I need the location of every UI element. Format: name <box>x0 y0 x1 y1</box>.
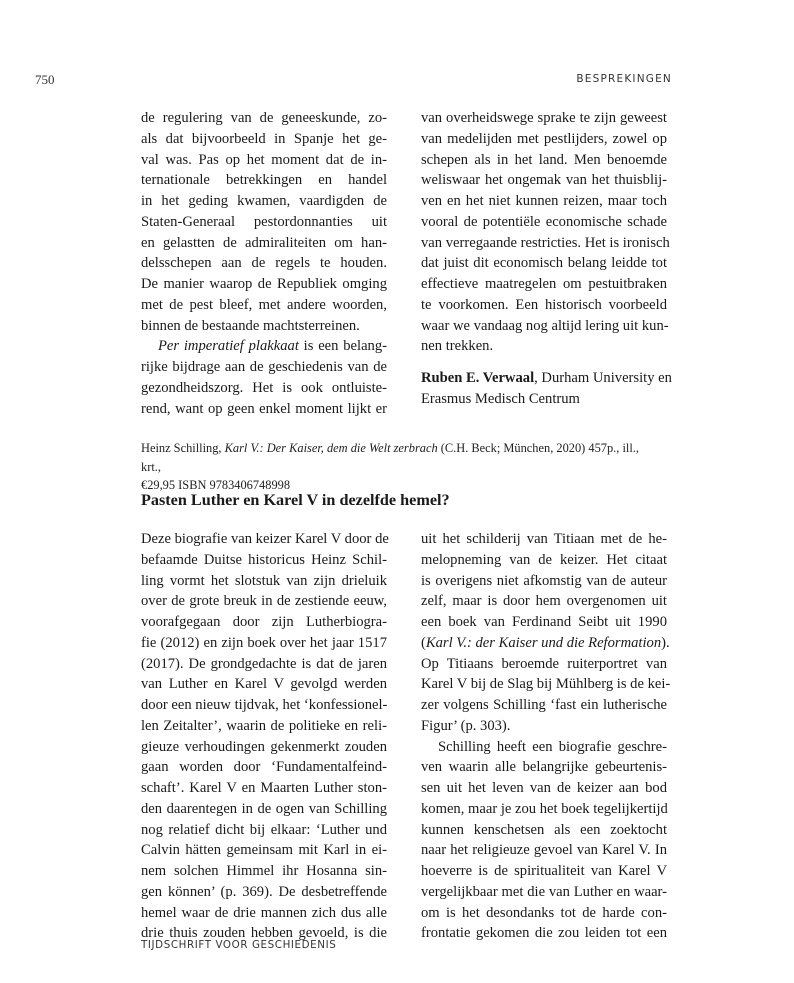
text-line: ling vormt het slotstuk van zijn drieluik <box>141 572 387 589</box>
text-fragment: is een belang- <box>298 338 387 355</box>
text-line: rend, want op geen enkel moment lijkt er <box>141 400 387 417</box>
text-line: uit het schilderij van Titiaan met de he- <box>421 531 667 547</box>
text-line: delsschepen aan de regels te houden. <box>141 255 387 272</box>
previous-review-paragraph-3 <box>421 108 670 357</box>
previous-review-paragraph-2 <box>141 336 387 419</box>
page-number: 750 <box>35 72 55 87</box>
text-line: Karel V bij de Slag bij Mühlberg is de kei- <box>421 676 671 693</box>
previous-review-paragraph-1 <box>141 108 387 336</box>
review-paragraph-2 <box>421 737 667 945</box>
reviewer-affiliation-line-2: Erasmus Medisch Centrum <box>421 390 580 407</box>
review-paragraph-1-continued <box>421 529 671 737</box>
text-line: Deze biografie van keizer Karel V door de <box>141 531 389 547</box>
journal-footer: TIJDSCHRIFT VOOR GESCHIEDENIS <box>141 939 337 951</box>
text-fragment: ). <box>661 634 670 651</box>
text-line: gezondheidszorg. Het is ook ontluiste- <box>141 379 387 396</box>
text-line: van overheidswege sprake te zijn geweest <box>421 110 667 126</box>
text-line: nog relatief dicht bij elkaar: ‘Luther und <box>141 821 387 838</box>
text-line: naar het religieuze gevoel van Karel V. In <box>421 842 667 859</box>
text-line: (2017). De grondgedachte is dat de jaren <box>141 655 387 672</box>
text-line: Staten-Generaal pestordonnanties uit <box>141 213 387 230</box>
top-left-column <box>141 108 387 419</box>
text-line: ven waarin alle belangrijke gebeurtenis- <box>421 759 667 776</box>
review-title: Pasten Luther en Karel V in dezelfde hemel? <box>141 491 450 509</box>
book-author: Heinz Schilling, <box>141 441 225 455</box>
text-line: als dat bijvoorbeeld in Spanje het ge- <box>141 130 387 147</box>
text-line: hoeverre is de spiritualiteit van Karel V <box>421 863 667 879</box>
text-line: nen trekken. <box>421 338 494 355</box>
text-line: met de pest bleef, met andere woorden, <box>141 296 387 313</box>
text-line: van medelijden met pestlijders, zowel op <box>421 130 667 147</box>
text-line: De manier waarop de Republiek omging <box>141 276 387 292</box>
text-line: gen können’ (p. 369). De desbetreffende <box>141 883 387 900</box>
text-line: van verregaande restricties. Het is ironisch <box>421 234 670 251</box>
text-line: schepen als in het land. Men benoemde <box>421 151 667 168</box>
text-line: vergelijkbaar met die van Luther en waar- <box>421 883 667 900</box>
text-line: Figur’ (p. 303). <box>421 717 511 734</box>
text-line: fie (2012) en zijn boek over het jaar 1517 <box>141 634 387 651</box>
text-line: den daarentegen in de ogen van Schilling <box>141 800 387 817</box>
text-line: is overigens niet afkomstig van de auteur <box>421 572 667 589</box>
text-line: val was. Pas op het moment dat de in- <box>141 151 387 168</box>
text-line: len Zeitalter’, waarin de politieke en reli- <box>141 717 387 734</box>
text-line: ternationale betrekkingen en handel <box>141 172 387 189</box>
text-line <box>141 336 387 357</box>
reviewer-name: Ruben E. Verwaal <box>421 370 535 386</box>
text-line: befaamde Duitse historicus Heinz Schil- <box>141 551 387 568</box>
book-details: (C.H. Beck; München, 2020) 457p., ill., krt., <box>141 441 639 474</box>
review-right-column <box>421 529 671 944</box>
text-line: Schilling heeft een biografie geschre- <box>438 738 667 755</box>
text-line: van Luther en Karel V gevolgd werden <box>141 676 387 693</box>
text-line: over de grote breuk in de zestiende eeuw, <box>141 593 387 610</box>
text-line: drie thuis zouden hebben gevoeld, is die <box>141 925 387 942</box>
running-head: BESPREKINGEN <box>576 73 672 85</box>
text-fragment: ( <box>421 634 426 651</box>
text-line: te voorkomen. Een historisch voorbeeld <box>421 296 667 313</box>
text-line: en gelastten de admiraliteiten om han- <box>141 234 387 251</box>
top-right-column <box>421 108 672 410</box>
text-line: effectieve maatregelen om pestuitbraken <box>421 276 667 292</box>
review-left-column <box>141 529 387 944</box>
text-line: sen uit het leven van de keizer aan bod <box>421 780 667 796</box>
book-citation <box>141 439 661 495</box>
text-line: zer volgens Schilling ‘fast ein lutherische <box>421 697 667 713</box>
text-line: waar we vandaag nog altijd lering uit kun- <box>421 317 669 334</box>
text-line: kunnen kenschetsen als een zoektocht <box>421 821 667 838</box>
text-line: gieuze verhoudingen gekenmerkt zouden <box>141 738 387 755</box>
text-line: komen, maar je zou het boek tegelijkertijd <box>421 800 668 817</box>
text-line: binnen de bestaande machtsterreinen. <box>141 317 360 334</box>
text-line: nem solchen Himmel ihr Hosanna sin- <box>141 863 387 879</box>
text-line: schaft’. Karel V en Maarten Luther ston- <box>141 780 387 796</box>
text-line: Calvin hätten gemeinsam mit Karl in ei- <box>141 842 387 859</box>
text-line: een boek van Ferdinand Seibt uit 1990 <box>421 614 667 630</box>
cited-book-title: Karl V.: der Kaiser und die Reformation <box>425 634 662 651</box>
text-line: Op Titiaans beroemde ruiterportret van <box>421 655 667 672</box>
text-line: zelf, maar is door hem overgenomen uit <box>421 593 667 610</box>
text-line: om is het desondanks tot de harde con- <box>421 904 667 921</box>
text-line: ven en het niet kunnen reizen, maar toch <box>421 193 667 209</box>
text-line: hemel waar de drie mannen zich dus alle <box>141 904 387 921</box>
text-line: weliswaar het ongemak van het thuisblij- <box>421 172 667 189</box>
text-line: gaan worden door ‘Fundamentalfeind- <box>141 759 387 776</box>
book-title: Karl V.: Der Kaiser, dem die Welt zerbrach <box>224 441 438 455</box>
text-line: frontatie gekomen die zou leiden tot een <box>421 925 667 942</box>
text-line: dat juist dit economisch belang leidde tot <box>421 255 667 272</box>
text-line: voorafgegaan door zijn Lutherbiogra- <box>141 614 387 630</box>
text-line: de regulering van de geneeskunde, zo- <box>141 110 387 126</box>
text-line <box>421 368 672 389</box>
text-line: in het geding kwamen, vaardigden de <box>141 193 387 209</box>
text-line: rijke bijdrage aan de geschiedenis van de <box>141 359 387 375</box>
book-price-isbn: €29,95 ISBN 9783406748998 <box>141 478 291 492</box>
book-title-italic: Per imperatief plakkaat <box>158 338 299 355</box>
text-line: melopneming van de keizer. Het citaat <box>421 551 667 568</box>
text-line: door een nieuw tijdvak, het ‘konfessionel- <box>141 697 388 713</box>
reviewer-affiliation: , Durham University en <box>534 370 672 386</box>
text-line <box>421 633 670 654</box>
reviewer-signature <box>421 368 672 410</box>
review-paragraph-1 <box>141 529 387 944</box>
text-line: vooral de potentiële economische schade <box>421 213 667 230</box>
